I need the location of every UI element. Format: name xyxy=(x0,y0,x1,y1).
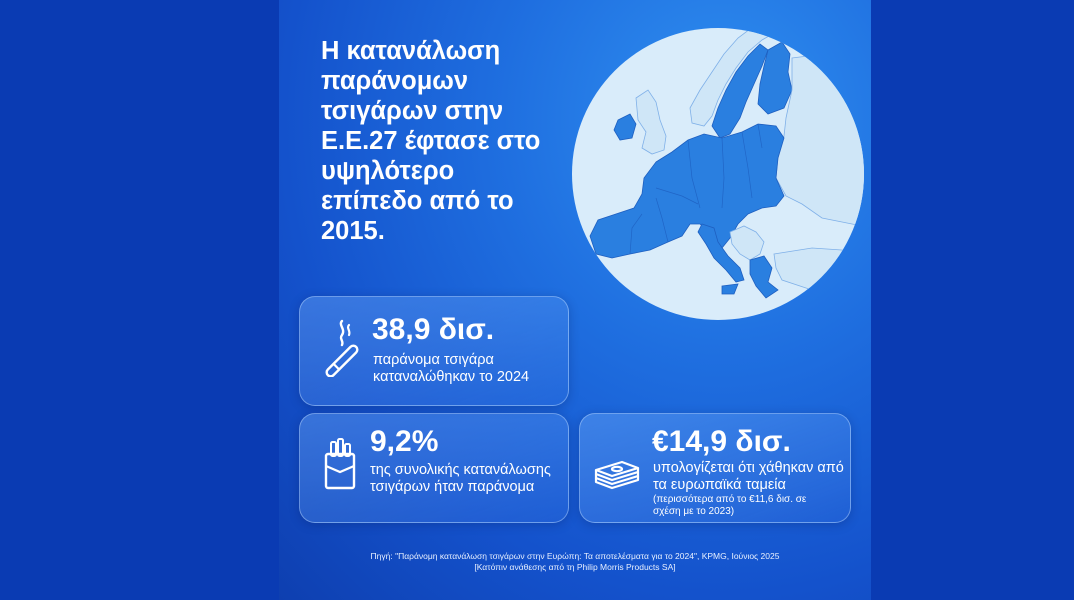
cigarette-pack-icon xyxy=(320,436,360,492)
source-footer xyxy=(299,551,851,573)
stat-value: 38,9 δισ. xyxy=(372,313,495,346)
stat-value: 9,2% xyxy=(370,425,439,458)
money-stack-icon xyxy=(592,450,642,490)
stat-description: παράνομα τσιγάρα καταναλώθηκαν το 2024 xyxy=(373,352,530,385)
stat-card-share-illegal xyxy=(299,413,569,523)
headline: Η κατανάλωση παράνομων τσιγάρων στην Ε.Ε.27 έφτασε στο υψηλότερο επίπεδο από το 2015. xyxy=(321,37,541,245)
stat-value: €14,9 δισ. xyxy=(652,425,791,458)
stat-card-lost-revenue xyxy=(579,413,851,523)
cigarette-icon xyxy=(322,319,362,377)
stat-note: (περισσότερα από το €11,6 δισ. σε σχέση με το 2023) xyxy=(653,494,807,517)
stat-card-illegal-cigarettes xyxy=(299,296,569,406)
infographic-poster xyxy=(279,0,871,600)
stat-description: της συνολικής κατανάλωσης τσιγάρων ήταν παράνομα xyxy=(370,462,551,495)
europe-map-globe xyxy=(572,28,864,320)
source-citation: Πηγή: "Παράνομη κατανάλωση τσιγάρων στην Ευρώπη: Τα αποτελέσματα για το 2024", KPMG, Ιούνιος 2025 xyxy=(370,551,780,561)
stat-description: υπολογίζεται ότι χάθηκαν από τα ευρωπαϊκά ταμεία xyxy=(653,460,844,493)
sponsor-note: [Κατόπιν ανάθεσης από τη Philip Morris Products SA] xyxy=(474,562,676,572)
